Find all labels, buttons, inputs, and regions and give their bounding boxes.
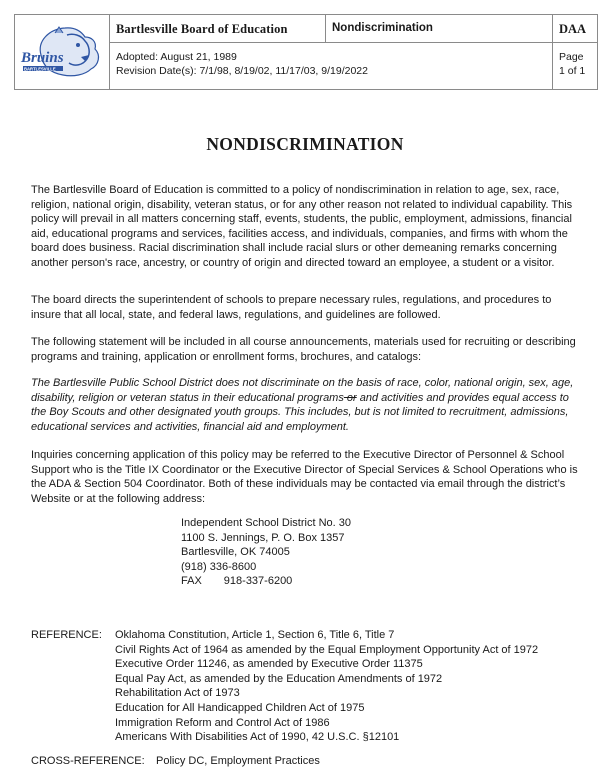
revision-dates: Revision Date(s): 7/1/98, 8/19/02, 11/17/03, 9/19/2022 [116, 65, 368, 77]
reference-item: Executive Order 11246, as amended by Executive Order 11375 [115, 658, 423, 671]
paragraph-inquiries: Inquiries concerning application of this policy may be referred to the Executive Director of Personnel & School Support who is the Title IX Coordinator or the Executive Director of Special Services & School Operations who is the ADA & Section 504 Coordinator. Both of these individuals may be contacted via email through the district’s Website or at the following address: [31, 449, 578, 505]
page-title: NONDISCRIMINATION [206, 134, 404, 154]
statement-part-1: The Bartlesville Public School District does not discriminate on the basis of race, color, national origin, sex, age, disability, religion or veteran status in their educational programs [31, 377, 574, 404]
reference-item: Civil Rights Act of 1964 as amended by the Equal Employment Opportunity Act of 1972 [115, 643, 539, 656]
page-label: Page [559, 51, 584, 63]
reference-label: REFERENCE: [31, 629, 102, 641]
fax-label: FAX [181, 575, 202, 588]
address-line-2: 1100 S. Jennings, P. O. Box 1357 [181, 531, 345, 544]
adopted-date: Adopted: August 21, 1989 [116, 51, 237, 63]
paragraph-statement [31, 376, 583, 434]
paragraph-directive: The board directs the superintendent of schools to prepare necessary rules, regulations, and procedures to insure that all local, state, and federal laws, regulations, and guidelines are followed. [31, 294, 552, 321]
address-phone: (918) 336-8600 [181, 560, 257, 573]
reference-item: Oklahoma Constitution, Article 1, Section 6, Title 6, Title 7 [115, 629, 395, 641]
bruins-logo [15, 15, 110, 89]
address-fax [181, 574, 351, 589]
cross-reference-value: Policy DC, Employment Practices [156, 755, 320, 767]
page-number [553, 43, 598, 89]
paragraph-policy: The Bartlesville Board of Education is committed to a policy of nondiscrimination in relation to age, sex, race, religion, national origin, disability, veteran status, or for any other reason not related to individual capability. This policy will prevail in all matters concerning staff, events, students, the public, employment, admissions, financial aid, educational programs and services, facilities access, and individuals, companies, and firms with whom the board does business. Racial discrimination shall include racial slurs or other demeaning remarks concerning another person's race, ancestry, or country of origin and directed toward an employee, a student or a visitor. [31, 184, 573, 269]
page-of: 1 of 1 [559, 65, 586, 77]
reference-item: Rehabilitation Act of 1973 [115, 687, 240, 700]
cross-reference-label: CROSS-REFERENCE: [31, 755, 145, 767]
policy-code: DAA [553, 15, 598, 43]
reference-item: Americans With Disabilities Act of 1990, 42 U.S.C. §12101 [115, 731, 400, 744]
logo-script: Bruins [21, 50, 64, 66]
policy-dates [110, 43, 553, 89]
reference-item: Equal Pay Act, as amended by the Education Amendments of 1972 [115, 672, 443, 685]
cross-reference [31, 754, 320, 769]
reference-item: Immigration Reform and Control Act of 1986 [115, 716, 330, 729]
policy-title-cell: Nondiscrimination [326, 15, 553, 43]
paragraph-statement-intro: The following statement will be included in all course announcements, materials used for recruiting or describing programs and training, application or enrollment forms, brochures, and catalogs: [31, 336, 576, 363]
address-line-1: Independent School District No. 30 [181, 517, 351, 529]
policy-header [14, 14, 598, 90]
statement-struck-word: or [343, 391, 357, 404]
reference-list [115, 628, 595, 745]
address-line-3: Bartlesville, OK 74005 [181, 546, 290, 559]
statement-part-2: and activities and provides equal access to the Boy Scouts and other designated youth groups. This includes, but is not limited to recruitment, admissions, educational services and activities, financial aid and employment. [31, 391, 569, 433]
bruin-bear-icon [15, 15, 110, 89]
fax-number: 918-337-6200 [223, 575, 293, 588]
district-address [181, 516, 351, 589]
reference-item: Education for All Handicapped Children Act of 1975 [115, 701, 365, 714]
logo-subtext: BARTLESVILLE [24, 66, 56, 72]
board-name: Bartlesville Board of Education [110, 15, 326, 43]
